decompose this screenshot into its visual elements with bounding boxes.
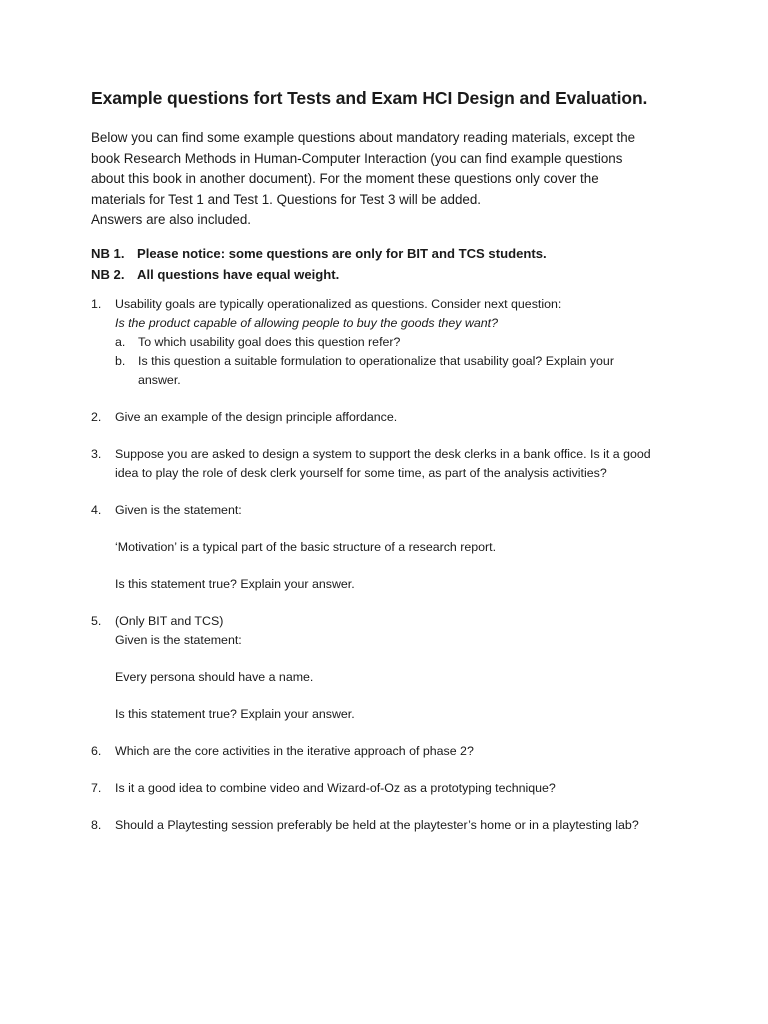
question-text: Is this statement true? Explain your answer. (115, 706, 355, 721)
note-text: Please notice: some questions are only for BIT and TCS students. (137, 245, 547, 261)
note-text: All questions have equal weight. (137, 266, 340, 282)
intro-line: book Research Methods in Human-Computer Interaction (you can find example questions (91, 150, 623, 166)
question-item (91, 445, 691, 483)
question-body (115, 408, 691, 427)
question-number: 4. (91, 502, 102, 517)
question-text: Given is the statement: (115, 502, 242, 517)
question-statement: ‘Motivation’ is a typical part of the basic structure of a research report. (115, 539, 497, 554)
question-item (91, 612, 691, 724)
question-text: Is it a good idea to combine video and Wizard-of-Oz as a prototyping technique? (115, 780, 556, 795)
sub-question-letter: b. (115, 353, 126, 368)
sub-question (115, 333, 691, 352)
question-number: 7. (91, 780, 102, 795)
question-body (115, 742, 691, 761)
note-item (91, 243, 691, 264)
question-item (91, 408, 691, 427)
question-number: 2. (91, 409, 102, 424)
question-text: Which are the core activities in the iterative approach of phase 2? (115, 743, 474, 758)
question-item (91, 295, 691, 390)
question-text: Is this statement true? Explain your answer. (115, 576, 355, 591)
question-text: Given is the statement: (115, 632, 242, 647)
question-body (115, 501, 691, 594)
question-body (115, 779, 691, 798)
question-item (91, 816, 691, 835)
question-statement: Every persona should have a name. (115, 669, 314, 684)
question-number: 5. (91, 613, 102, 628)
question-list (91, 295, 691, 835)
notes-list (91, 243, 691, 285)
question-text: Suppose you are asked to design a system to support the desk clerks in a bank office. Is it a good (115, 446, 651, 461)
sub-question-text: To which usability goal does this question refer? (138, 334, 401, 349)
question-body (115, 445, 691, 483)
question-text: Should a Playtesting session preferably be held at the playtester’s home or in a playtesting lab? (115, 817, 639, 832)
intro-line: materials for Test 1 and Test 1. Questions for Test 3 will be added. (91, 191, 482, 207)
question-quote: Is the product capable of allowing people to buy the goods they want? (115, 315, 498, 330)
question-body (115, 612, 691, 724)
question-number: 8. (91, 817, 102, 832)
question-number: 3. (91, 446, 102, 461)
intro-paragraph (91, 128, 691, 231)
question-text: Usability goals are typically operationalized as questions. Consider next question: (115, 296, 562, 311)
note-tag: NB 2. (91, 266, 125, 282)
question-scope: (Only BIT and TCS) (115, 613, 224, 628)
intro-line: about this book in another document). For the moment these questions only cover the (91, 171, 599, 186)
line-gap (115, 687, 691, 705)
question-body (115, 295, 691, 390)
sub-question (115, 352, 691, 390)
question-text: Give an example of the design principle affordance. (115, 409, 398, 424)
note-tag: NB 1. (91, 245, 125, 261)
intro-line: Answers are also included. (91, 212, 252, 227)
sub-question-text (138, 352, 691, 390)
sub-question-line: Is this question a suitable formulation to operationalize that usability goal? Explain your (138, 353, 614, 368)
document-title: Example questions fort Tests and Exam HCI Design and Evaluation. (91, 88, 648, 108)
line-gap (115, 557, 691, 575)
document-page (91, 86, 691, 853)
question-text: idea to play the role of desk clerk yourself for some time, as part of the analysis activities? (115, 465, 607, 480)
question-item (91, 779, 691, 798)
sub-question-line: answer. (138, 372, 181, 387)
line-gap (115, 650, 691, 668)
question-item (91, 501, 691, 594)
question-number: 6. (91, 743, 102, 758)
intro-line: Below you can find some example questions about mandatory reading materials, except the (91, 130, 636, 145)
note-item (91, 264, 691, 285)
question-item (91, 742, 691, 761)
sub-question-letter: a. (115, 334, 126, 349)
question-body (115, 816, 691, 835)
line-gap (115, 520, 691, 538)
question-number: 1. (91, 296, 102, 311)
